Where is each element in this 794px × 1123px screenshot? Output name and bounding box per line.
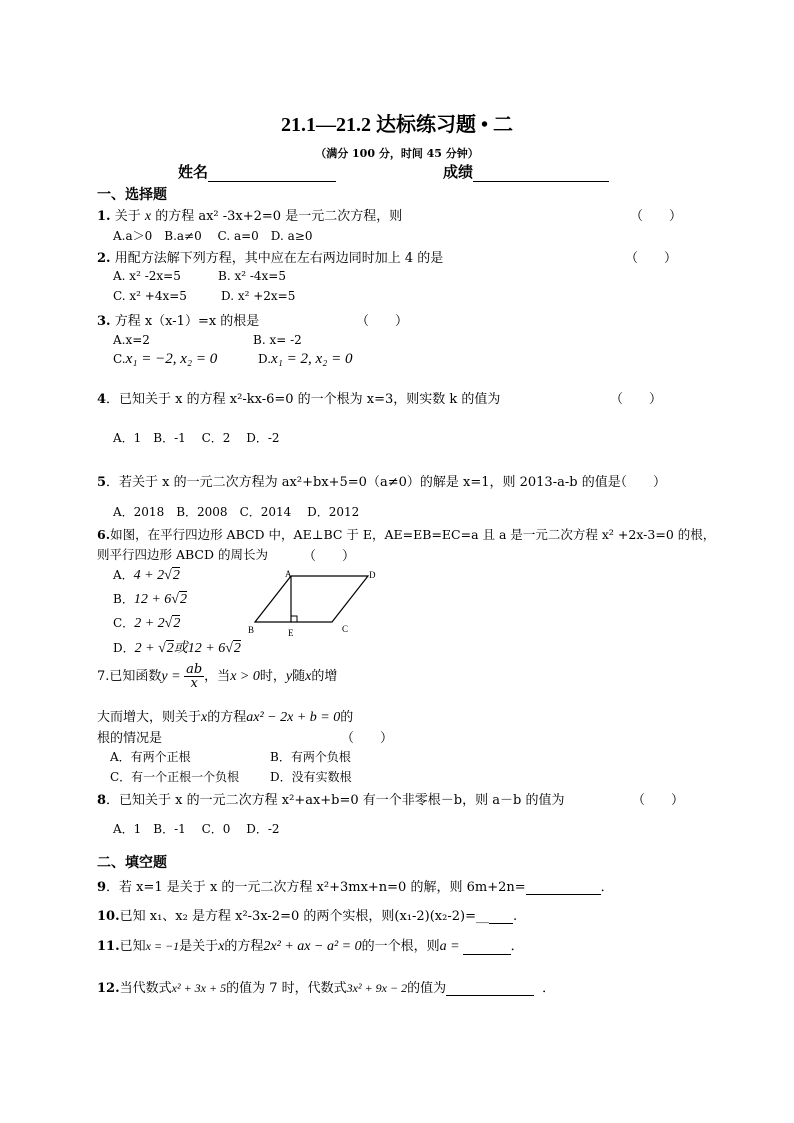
q1-number: 1. [97,209,111,224]
q7-text-e: 的增 [311,669,338,684]
q6-option-b-label: B． [113,592,134,606]
q7-x-3: x [201,710,208,725]
q7-answer-paren: （ ） [341,731,394,746]
q3-option-c-label: C. [113,352,126,366]
q3-option-c-math: x₁ = −2, x₂ = 0 [125,351,218,367]
question-4 [97,388,500,407]
question-6-line-1 [97,525,715,543]
question-11 [97,935,524,955]
q11-text-b: 是关于 [179,939,219,954]
q4-text: ．已知关于 x 的方程 x²-kx-6=0 的一个根为 x=3，则实数 k 的值为 [106,392,501,407]
q7-option-c: C．有一个正根一个负根 [110,770,240,784]
q11-condition: x = −1 [145,939,180,953]
q5-text: ．若关于 x 的一元二次方程为 ax²+bx+5=0（a≠0）的解是 x=1，则 2013-a-b 的值是 [106,475,621,490]
q2-text: 用配方法解下列方程，其中应在左右两边同时加上 4 的是 [110,251,444,266]
q7-y-2: y [285,669,293,684]
q9-blank [526,880,601,895]
q2-option-a: A. x² -2x=5 [113,269,181,283]
q8-answer-paren: （ ） [632,793,685,808]
q7-fraction-numerator: ab [186,662,203,677]
question-8 [97,789,564,808]
q6-text-line-1: 如图，在平行四边形 ABCD 中，AE⊥BC 于 E，AE=EB=EC=a 且 a 是一元二次方程 x² +2x-3=0 的根， [110,527,716,542]
question-7-line-3: 根的情况是 [97,731,163,746]
q11-text-d: 的一个根，则 [361,939,440,954]
q7-option-d: D．没有实数根 [270,770,352,784]
name-field [178,161,336,182]
q2-option-b: B. x² -4x=5 [218,269,286,283]
q10-text: 已知 x₁、x₂ 是方程 x²-3x-2=0 的两个实根，则(x₁-2)(x₂-2)= [119,909,476,924]
q9-end: ． [600,880,614,895]
q7-condition: x > 0 [230,669,260,684]
q7-text-d: 随 [292,669,306,684]
q6-option-d-radicand-2: 2 [233,641,241,656]
q6-option-b-radicand: 2 [179,592,187,607]
q3-answer-paren: （ ） [356,314,409,329]
q7-text-h: 的 [340,710,354,725]
q6-option-b-expr: 12 + 6 [133,592,172,607]
point-e-label: E [288,628,294,638]
q6-option-b: B．12 + 6√2 [113,592,187,607]
q6-option-c-label: C． [113,616,135,630]
question-1 [97,205,402,225]
q7-text-c: 时， [259,669,286,684]
q6-option-d-radicand-1: 2 [166,641,174,656]
q8-text: ．已知关于 x 的一元二次方程 x²+ax+b=0 有一个非零根－b，则 a－b 的值为 [106,793,565,808]
q7-number: 7. [97,669,110,684]
question-12 [97,977,555,996]
q10-blank-prefix: __ [475,909,489,924]
q1-text-a: 关于 [110,209,145,224]
q11-number: 11. [97,939,120,954]
q6-option-c-expr: 2 + 2 [134,616,165,631]
q6-answer-paren: （ ） [303,549,356,564]
q7-equation: ax² − 2x + b = 0 [246,710,341,725]
q3-option-a: A.x=2 [113,333,150,347]
q7-text-f: 大而增大，则关于 [97,710,202,725]
q6-option-d-expr-a: 2 + [134,641,159,656]
q12-text-b: 的值为 7 时，代数式 [226,981,347,996]
question-2 [97,247,443,266]
q10-end: . [512,909,518,924]
q12-expression-2: 3x² + 9x − 2 [346,981,408,995]
q5-options: A．2018 B．2008 C．2014 D．2012 [113,505,360,519]
q2-option-c: C. x² +4x=5 [113,289,187,303]
q7-text-a: 已知函数 [109,669,162,684]
q1-answer-paren: （ ） [630,209,683,224]
score-blank [473,167,609,182]
vertex-d-label: D [369,570,376,580]
q7-text-b: ，当 [204,669,231,684]
vertex-a-label: A [285,569,292,579]
q1-var: x [144,209,152,224]
q3-option-d [258,351,353,368]
q11-text-c: 的方程 [224,939,264,954]
q4-options: A．1 B．-1 C．2 D．-2 [113,431,280,445]
q7-text-g: 的方程 [207,710,247,725]
question-6-line-2: 则平行四边形 ABCD 的周长为 [97,547,268,562]
q11-blank [463,940,511,955]
q6-option-d-label: D． [113,641,135,655]
q11-a: a = [439,939,460,954]
question-10 [97,905,517,924]
q6-option-a: A．4 + 2√2 [113,568,180,583]
q6-option-a-expr: 4 + 2 [133,568,165,583]
q3-option-d-math: x₁ = 2, x₂ = 0 [271,351,353,367]
question-3 [97,310,259,329]
q12-number: 12. [97,981,120,996]
q7-x-2: x [305,669,312,684]
q6-option-a-radicand: 2 [172,568,180,583]
q6-option-c: C．2 + 2√2 [113,616,181,631]
vertex-b-label: B [248,625,255,635]
page-subtitle: （满分 100 分，时间 45 分钟） [315,147,479,160]
q12-text-a: 当代数式 [119,981,172,996]
name-label: 姓名 [178,163,209,181]
q2-number: 2. [97,251,111,266]
q10-blank [489,909,513,924]
q12-expression-1: x² + 3x + 5 [171,981,227,995]
q6-option-a-label: A． [113,568,134,582]
q6-number: 6. [97,527,111,542]
page-title: 21.1—21.2 达标练习题 • 二 [280,114,513,136]
q9-number: 9 [97,880,107,895]
q10-number: 10. [97,909,120,924]
q1-text-b: 的方程 ax² -3x+2=0 是一元二次方程，则 [151,209,403,224]
q6-option-d: D．2 + √2或12 + 6√2 [113,641,241,656]
q1-options: A.a＞0 B.a≠0 C. a=0 D. a≥0 [113,229,313,243]
score-label: 成绩 [443,163,474,181]
q4-answer-paren: （ ） [610,392,663,407]
q11-end: ． [510,939,524,954]
parallelogram-abcd [255,576,368,622]
q3-option-b: B. x= -2 [253,333,302,347]
q3-number: 3. [97,314,111,329]
q4-number: 4 [97,392,107,407]
q12-end: ． [542,981,556,996]
q6-option-d-expr-b: 或12 + 6 [173,641,226,656]
q8-options: A．1 B．-1 C．0 D．-2 [113,822,280,836]
vertex-c-label: C [342,624,349,634]
q11-text-a: 已知 [119,939,146,954]
question-7-line-1 [97,663,337,690]
right-angle-mark [291,616,297,622]
q2-answer-paren: （ ） [625,251,678,266]
q7-y: y [161,669,168,684]
q5-number: 5 [97,475,107,490]
section-choice: 一、选择题 [97,187,167,203]
q12-blank [446,981,534,996]
q7-fraction [184,663,204,690]
q3-text: 方程 x（x-1）=x 的根是 [110,314,260,329]
q7-option-b: B．有两个负根 [270,750,351,764]
section-fill: 二、填空题 [97,855,167,871]
q8-number: 8 [97,793,107,808]
parallelogram-figure [248,568,383,640]
name-blank [208,167,336,182]
question-9 [97,876,614,895]
q9-text: ．若 x=1 是关于 x 的一元二次方程 x²+3mx+n=0 的解，则 6m+2n= [106,880,526,895]
q11-x: x [218,939,225,954]
question-7-line-2 [97,706,353,726]
q2-option-d: D. x² +2x=5 [221,289,296,303]
q6-option-c-radicand: 2 [173,616,181,631]
q7-equals: = [167,669,185,684]
q12-text-c: 的值为 [407,981,447,996]
q3-option-c [113,351,217,368]
score-field [443,161,609,182]
q5-answer-paren: （ ） [614,475,667,490]
question-5 [97,471,621,490]
q3-option-d-label: D. [258,352,272,366]
q7-fraction-denominator: x [190,676,198,691]
q7-option-a: A．有两个正根 [110,750,191,764]
q11-equation: 2x² + ax − a² = 0 [263,939,362,954]
